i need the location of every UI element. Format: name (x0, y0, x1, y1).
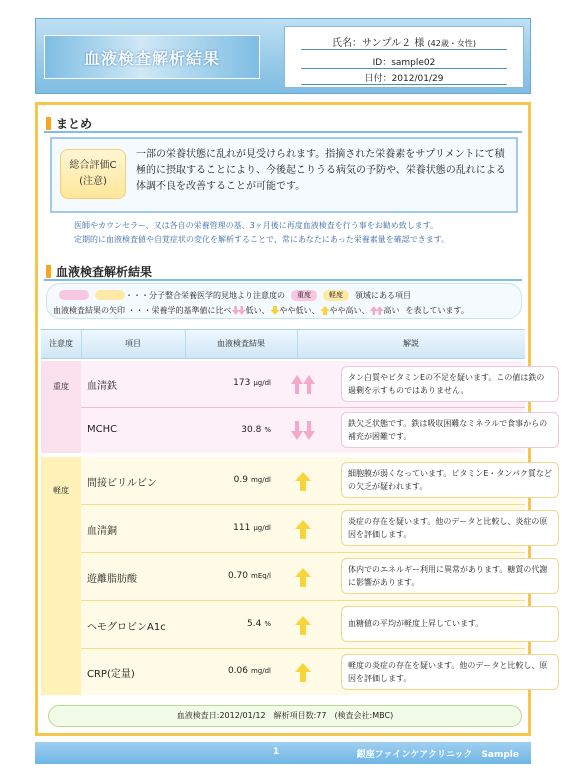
clinic-name: 銀座ファインケアクリニック Sample (356, 750, 519, 760)
up-arrow-icon (320, 305, 330, 316)
legend-severe: 重度 (291, 290, 317, 301)
report-date: 日付：2012/01/29 (364, 74, 444, 84)
col-severity: 注意度 (49, 339, 73, 348)
heading-marker (46, 265, 51, 278)
item-value: 0.06 mg/dl (227, 666, 271, 676)
item-name: ヘモグロビンA1c (87, 622, 166, 633)
legend-text: 血液検査結果の矢印 ・・・栄養学的基準値に比べ (53, 305, 232, 315)
section-rule (44, 131, 522, 133)
grade-level: (注意) (79, 176, 107, 187)
item-comment: 鉄欠乏状態です。鉄は吸収困難なミネラルで食事からの補充が困難です。 (341, 412, 559, 448)
report-body (35, 102, 552, 736)
col-result: 血液検査結果 (217, 339, 265, 348)
item-value: 0.9 mg/dl (233, 475, 271, 485)
up-arrow-icon (291, 518, 315, 540)
item-name: CRP(定量) (87, 669, 135, 680)
summary-heading (46, 115, 92, 132)
section-rule (44, 279, 522, 281)
legend-text: やや低い、 (279, 305, 320, 315)
severity-group-mild (41, 457, 552, 695)
severity-group-severe (41, 361, 548, 453)
item-comment: タン白質やビタミンEの不足を疑います。この値は鉄の過剰を示すものではありません。 (341, 366, 559, 402)
test-info-bar: 血液検査日:2012/01/12 解析項目数:77 (検査会社:MBC) (48, 705, 522, 727)
double-down-arrow-icon (291, 420, 315, 442)
legend-text: を表しています。 (405, 305, 469, 315)
table-row (81, 408, 548, 453)
up-arrow-icon (291, 566, 315, 588)
up-arrow-icon (291, 661, 315, 683)
item-value: 0.70 mEq/l (227, 571, 271, 581)
report-title: 血液検査解析結果 (83, 48, 220, 68)
overall-grade-badge (60, 149, 126, 199)
advice-line-2: 定期的に血液検査値や自覚症状の変化を解析することで、常にあなたにあった栄養素量を確認できます。 (74, 235, 450, 244)
item-name: 血清鉄 (87, 381, 117, 392)
patient-name: 氏名：サンプル２ 様 (332, 38, 425, 49)
legend-mild: 軽度 (323, 290, 349, 301)
item-value: 173 μg/dl (233, 378, 271, 388)
underline (301, 68, 507, 69)
double-up-arrow-icon (370, 305, 384, 316)
legend-box (46, 283, 522, 319)
table-row (81, 601, 525, 648)
page-number: 1 (273, 747, 280, 757)
table-row (81, 553, 548, 600)
item-value: 5.4 % (247, 619, 271, 629)
patient-meta: (42歳・女性) (427, 39, 476, 48)
up-arrow-icon (291, 614, 315, 636)
double-down-arrow-icon (232, 305, 246, 316)
item-comment: 細胞膜が弱くなっています。ビタミンE・タンパク質などの欠乏が疑われます。 (341, 462, 559, 498)
item-comment: 炎症の存在を疑います。他のデータと比較し、炎症の原因を評価します。 (341, 510, 559, 546)
legend-text: ・・・分子整合栄養医学的見地より注意度の (125, 290, 285, 300)
legend-text: 領域にある項目 (355, 290, 411, 300)
severity-label: 軽度 (41, 457, 81, 695)
advice-line-1: 医師やカウンセラー、又は各自の栄養管理の基、3ヶ月後に再度血液検査を行う事をお勧め致します。 (74, 221, 439, 230)
double-up-arrow-icon (291, 373, 315, 395)
heading-marker (46, 117, 51, 130)
legend-pink-chip (59, 290, 89, 300)
report-title-box (44, 35, 260, 79)
item-value: 111 μg/dl (233, 523, 271, 533)
analysis-heading (46, 263, 152, 280)
table-row (81, 457, 552, 504)
summary-heading-text: まとめ (56, 117, 93, 131)
col-item: 項目 (125, 339, 141, 348)
underline (301, 49, 507, 50)
item-comment: 軽度の炎症の存在を疑います。他のデータと比較し、原因を評価します。 (341, 654, 559, 690)
item-name: 間接ビリルビン (87, 478, 157, 489)
analysis-heading-text: 血液検査解析結果 (56, 265, 153, 279)
table-row (81, 649, 548, 695)
patient-name-line (285, 34, 523, 49)
underline (301, 84, 507, 85)
severity-label: 重度 (41, 361, 81, 453)
legend-text: 低い、 (245, 305, 270, 315)
summary-text: 一部の栄養状態に乱れが見受けられます。指摘された栄養素をサプリメントにて積極的に摂取することにより、今後起こりうる病気の予防や、栄養状態の乱れによる体調不良を改善することが可能です。 (136, 149, 506, 192)
grade-label: 総合評価C (69, 160, 117, 171)
table-row (81, 505, 548, 552)
item-comment: 血糖値の平均が軽度上昇しています。 (341, 606, 559, 642)
legend-yellow-chip (95, 290, 125, 300)
legend-text: 高い (383, 305, 400, 315)
table-row (81, 361, 545, 407)
item-name: MCHC (87, 424, 118, 435)
item-name: 遊離脂肪酸 (87, 574, 137, 585)
item-value: 30.8 % (241, 425, 271, 435)
item-name: 血清銅 (87, 526, 117, 537)
down-arrow-icon (270, 305, 280, 316)
page-footer (35, 742, 531, 764)
results-table-header (41, 329, 525, 359)
patient-info (284, 26, 524, 88)
legend-row-1 (59, 288, 411, 302)
summary-box (50, 137, 518, 213)
legend-text: やや高い、 (329, 305, 370, 315)
col-comment: 解説 (403, 339, 419, 348)
legend-row-2 (53, 303, 469, 317)
report-header (35, 18, 531, 94)
item-comment: 体内でのエネルギー利用に異常があります。糖質の代謝に影響があります。 (341, 558, 559, 594)
up-arrow-icon (291, 470, 315, 492)
patient-id: ID：sample02 (372, 58, 436, 68)
